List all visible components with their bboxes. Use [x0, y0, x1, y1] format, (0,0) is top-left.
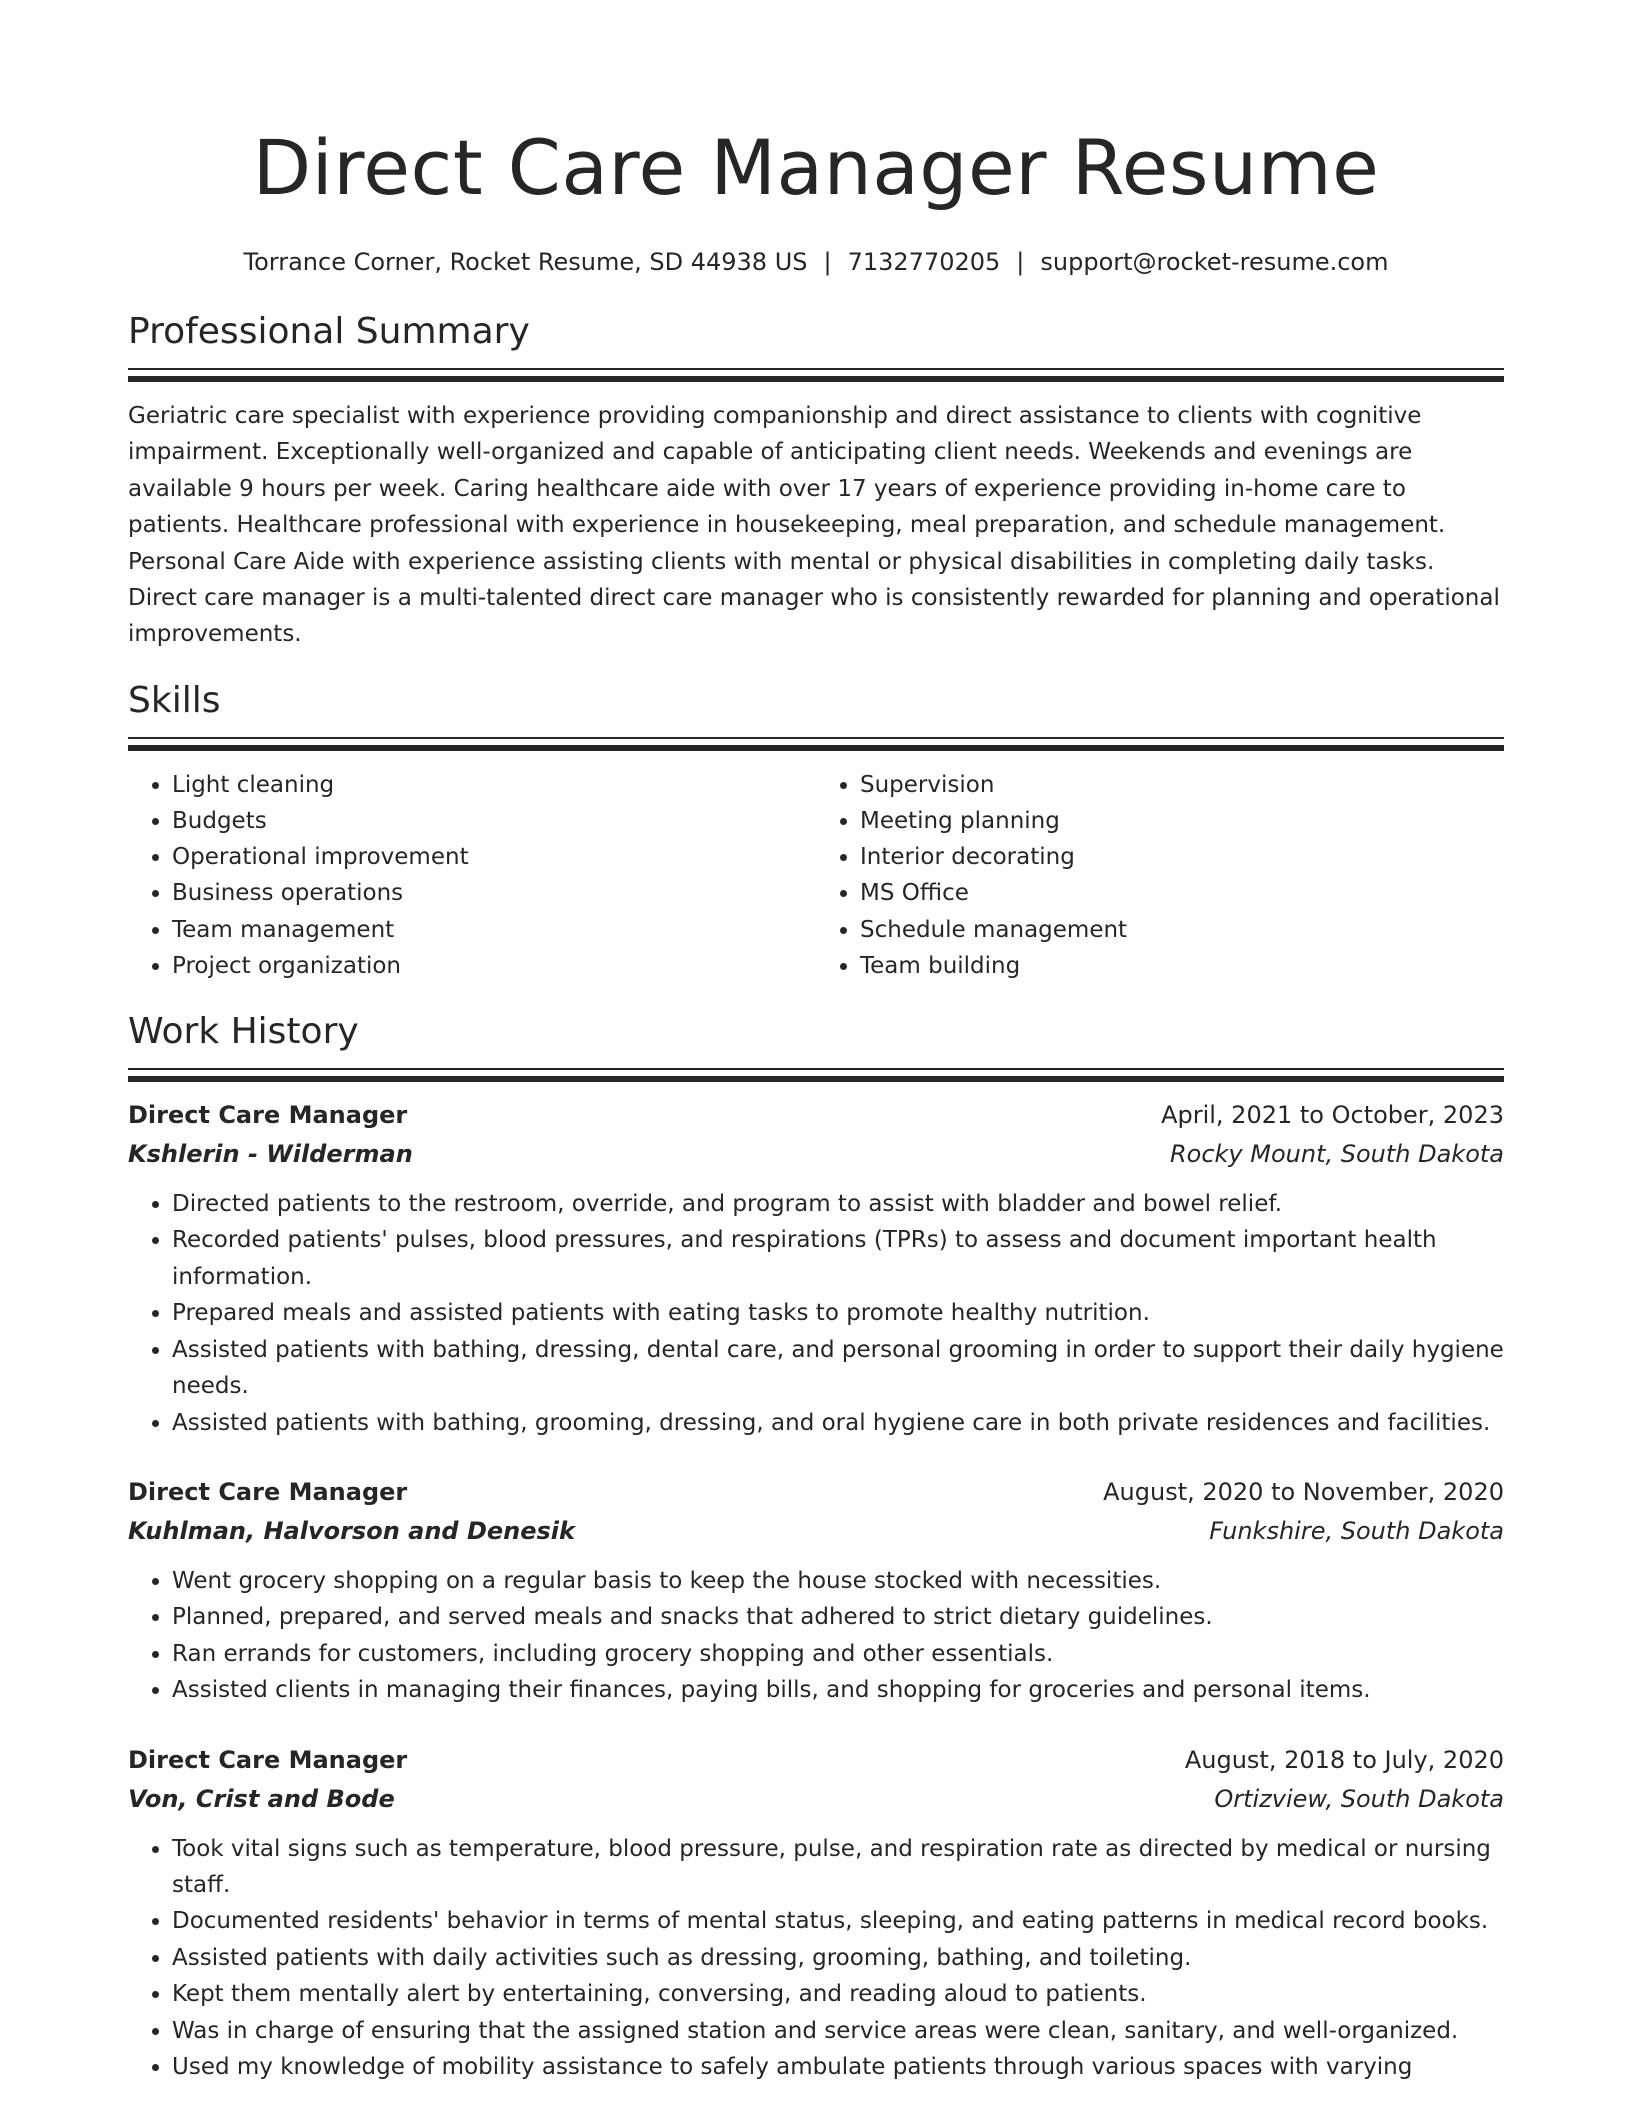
- job-header: [128, 1473, 1504, 1511]
- work-history-heading: Work History: [128, 1011, 359, 1053]
- duty-item: • Kept them mentally alert by entertaining, conversing, and reading aloud to patients.: [172, 1976, 1504, 2012]
- summary-heading: Professional Summary: [128, 311, 530, 352]
- skill-item: • MS Office: [860, 875, 1504, 911]
- job-subheader: [128, 1511, 1504, 1551]
- skill-item: • Business operations: [172, 875, 816, 911]
- skill-item: • Light cleaning: [172, 767, 816, 803]
- skill-item: • Project organization: [172, 948, 816, 984]
- skills-list-right: [816, 767, 1504, 984]
- duty-item: • Recorded patients' pulses, blood pressures, and respirations (TPRs) to assess and document important health information.: [172, 1222, 1504, 1295]
- contact-email: support@rocket-resume.com: [1040, 248, 1389, 276]
- duty-item: • Assisted patients with daily activities such as dressing, grooming, bathing, and toileting.: [172, 1940, 1504, 1976]
- job-dates: August, 2020 to November, 2020: [1103, 1477, 1504, 1506]
- job-subheader: [128, 1134, 1504, 1174]
- duty-item: • Went grocery shopping on a regular basis to keep the house stocked with necessities.: [172, 1563, 1504, 1599]
- job-header: [128, 1096, 1504, 1134]
- duty-item: • Was in charge of ensuring that the assigned station and service areas were clean, sanitary, and well-organized.: [172, 2013, 1504, 2049]
- job-entry: [128, 1096, 1504, 1441]
- skills-columns: [128, 767, 1504, 984]
- job-title: Direct Care Manager: [128, 1477, 408, 1506]
- job-dates: April, 2021 to October, 2023: [1161, 1101, 1504, 1130]
- duty-item: • Assisted patients with bathing, dressing, dental care, and personal grooming in order to support their daily hygiene needs.: [172, 1332, 1504, 1405]
- skill-item: • Supervision: [860, 767, 1504, 803]
- duty-item: • Prepared meals and assisted patients with eating tasks to promote healthy nutrition.: [172, 1295, 1504, 1331]
- skills-list-left: [128, 767, 816, 984]
- section-divider: [128, 368, 1504, 382]
- skill-item: • Budgets: [172, 803, 816, 839]
- duty-item: • Directed patients to the restroom, override, and program to assist with bladder and bowel relief.: [172, 1186, 1504, 1222]
- job-company: Kuhlman, Halvorson and Denesik: [128, 1516, 575, 1545]
- contact-line: [128, 246, 1504, 278]
- contact-address: Torrance Corner, Rocket Resume, SD 44938 US: [243, 248, 808, 276]
- duty-item: • Assisted patients with bathing, grooming, dressing, and oral hygiene care in both private residences and facilities.: [172, 1405, 1504, 1441]
- page-title: Direct Care Manager Resume: [252, 123, 1380, 212]
- duty-item: • Used my knowledge of mobility assistance to safely ambulate patients through various spaces with varying: [172, 2049, 1504, 2085]
- duty-item: • Ran errands for customers, including grocery shopping and other essentials.: [172, 1636, 1504, 1672]
- summary-section: [128, 310, 1504, 653]
- job-entry: [128, 1473, 1504, 1709]
- job-duties: [128, 1563, 1504, 1709]
- contact-separator: |: [1016, 248, 1025, 276]
- summary-text: Geriatric care specialist with experience providing companionship and direct assistance to clients with cognitive impairment. Exceptionally well-organized and capable of anticipating client needs. Weekends and evenings are available 9 hours per week. Caring healthcare aide with over 17 years of experience providing in-home care to patients. Healthcare professional with experience in housekeeping, meal preparation, and schedule management. Personal Care Aide with experience assisting clients with mental or physical disabilities in completing daily tasks. Direct care manager is a multi-talented direct care manager who is consistently rewarded for planning and operational improvements.: [128, 403, 1500, 648]
- job-dates: August, 2018 to July, 2020: [1184, 1745, 1504, 1774]
- skill-item: • Team management: [172, 912, 816, 948]
- section-divider: [128, 737, 1504, 751]
- duty-item: • Planned, prepared, and served meals and snacks that adhered to strict dietary guidelines.: [172, 1599, 1504, 1635]
- job-location: Ortizview, South Dakota: [1214, 1784, 1504, 1813]
- contact-separator: |: [823, 248, 832, 276]
- duty-item: • Assisted clients in managing their finances, paying bills, and shopping for groceries and personal items.: [172, 1672, 1504, 1708]
- contact-phone: 7132770205: [847, 248, 1001, 276]
- job-header: [128, 1741, 1504, 1779]
- skills-section: [128, 679, 1504, 984]
- job-company: Kshlerin - Wilderman: [128, 1140, 413, 1169]
- skill-item: • Interior decorating: [860, 839, 1504, 875]
- job-duties: [128, 1186, 1504, 1441]
- duty-item: • Took vital signs such as temperature, blood pressure, pulse, and respiration rate as directed by medical or nursing staff.: [172, 1831, 1504, 1904]
- job-duties: [128, 1831, 1504, 2086]
- skill-item: • Meeting planning: [860, 803, 1504, 839]
- job-company: Von, Crist and Bode: [128, 1784, 395, 1813]
- job-entry: [128, 1741, 1504, 2086]
- skills-heading: Skills: [128, 679, 221, 721]
- section-divider: [128, 1068, 1504, 1082]
- duty-item: • Documented residents' behavior in terms of mental status, sleeping, and eating patterns in medical record books.: [172, 1903, 1504, 1939]
- job-location: Rocky Mount, South Dakota: [1169, 1140, 1504, 1169]
- job-subheader: [128, 1779, 1504, 1819]
- work-history-section: [128, 1010, 1504, 2085]
- skill-item: • Team building: [860, 948, 1504, 984]
- job-title: Direct Care Manager: [128, 1745, 408, 1774]
- job-location: Funkshire, South Dakota: [1209, 1516, 1504, 1545]
- job-title: Direct Care Manager: [128, 1101, 408, 1130]
- skill-item: • Schedule management: [860, 912, 1504, 948]
- skill-item: • Operational improvement: [172, 839, 816, 875]
